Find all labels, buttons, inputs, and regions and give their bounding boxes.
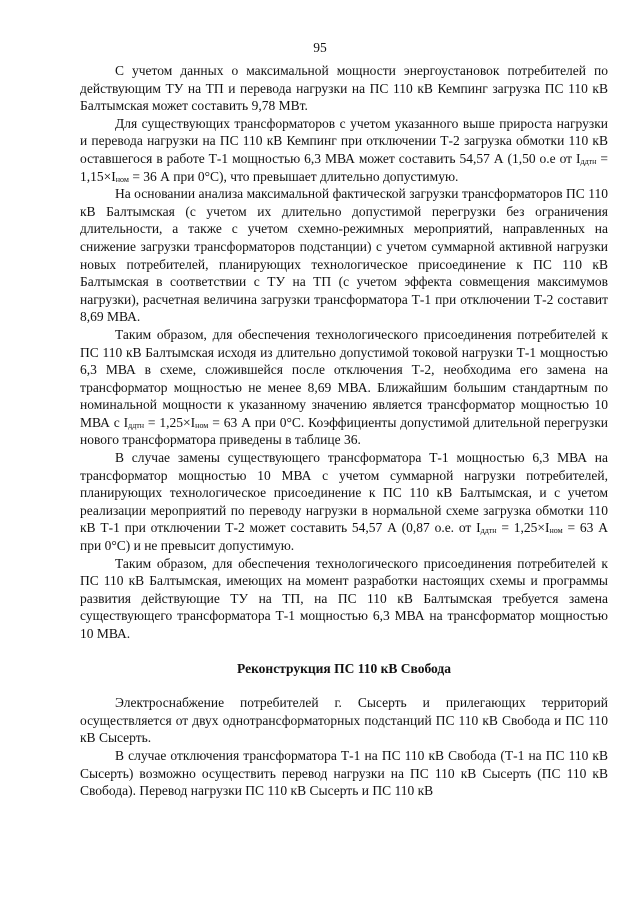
paragraph-text-part: Таким образом, для обеспечения технологического присоединения потребителей к ПС 110 кВ Балтымская исходя из длительно допустимой токовой нагрузки Т-1 мощностью 6,3 МВА в схеме, сложившейся после отключения Т-2, необходима его замена на трансформатор мощностью не менее 8,69 МВА. Ближайшим большим стандартным по номинальной мощности к указанному значению является трансформатор мощностью 10 МВА с I: [80, 326, 608, 430]
paragraph-text-part: Для существующих трансформаторов с учетом указанного выше прироста нагрузки и перевода нагрузки на ПС 110 кВ Кемпинг при отключении Т-2 загрузка обмотки 110 кВ оставшегося в работе Т-1 мощностью 6,3 МВА может составить 54,57 А (1,50 о.е от I: [80, 115, 608, 166]
document-body: [80, 62, 608, 800]
section-title: Реконструкция ПС 110 кВ Свобода: [237, 660, 451, 676]
paragraph-text-part: В случае замены существующего трансформатора Т-1 мощностью 6,3 МВА на трансформатор мощностью 10 МВА с учетом суммарной нагрузки потребителей, планирующих технологическое присоединение к ПС 110 кВ Балтымская, и с учетом реализации мероприятий по переводу нагрузки в нормальной схеме загрузка обмотки 110 кВ Т-1 при отключении Т-2 может составить 54,57 А (0,87 о.е. от I: [80, 450, 608, 536]
paragraph-text-part: = 63 А при 0°С) и не превысит допустимую.: [80, 520, 608, 554]
paragraph-text-part: = 1,15×I: [80, 150, 608, 184]
paragraph-text-part: = 63 А при 0°С. Коэффициенты допустимой длительной перегрузки нового трансформатора приведены в таблице 36.: [80, 414, 608, 448]
paragraph-text-part: = 36 А при 0°С), что превышает длительно допустимую.: [128, 168, 459, 184]
subscript-nom: ном: [549, 526, 563, 536]
paragraph-conclusion: Таким образом, для обеспечения технологического присоединения потребителей к ПС 110 кВ Балтымская, имеющих на момент разработки настоящих схемы и программы развития действующие ТУ на ТП, на ПС 110 кВ Балтымская требуется замена существующего трансформатора Т-1 мощностью 6,3 МВА на трансформатор мощностью 10 МВА.: [80, 555, 608, 641]
paragraph-outage-case: В случае отключения трансформатора Т-1 на ПС 110 кВ Свобода (Т-1 на ПС 110 кВ Сысерть) возможно осуществить перевод нагрузки на ПС 110 кВ Сысерть (ПС 110 кВ Свобода). Перевод нагрузки ПС 110 кВ Сысерть и ПС 110 кВ: [80, 747, 608, 799]
subscript-ddtn: ддтн: [480, 526, 497, 536]
page-number: 95: [313, 40, 327, 55]
paragraph-replacement-case: [80, 449, 608, 555]
paragraph-text-part: = 1,25×I: [144, 414, 196, 430]
paragraph-existing-transformers: [80, 115, 608, 185]
subscript-ddtn: ддтн: [580, 156, 597, 166]
paragraph-power-supply: Электроснабжение потребителей г. Сысерть и прилегающих территорий осуществляется от двух однотрансформаторных подстанций ПС 110 кВ Свобода и ПС 110 кВ Сысерть.: [80, 695, 608, 746]
paragraph-load-analysis: На основании анализа максимальной фактической загрузки трансформаторов ПС 110 кВ Балтымская (с учетом их длительно допустимой перегрузки без ограничения длительности, а также с учетом схемно-режимных мероприятий, направленных на снижение загрузки трансформаторов подстанции) с учетом суммарной активной нагрузки новых потребителей, планирующих технологическое присоединение к ПС 110 кВ Балтымская в соответствии с ТУ на ТП (с учетом эффекта совмещения максимумов нагрузки), расчетная величина загрузки трансформатора Т-1 при отключении Т-2 составит 8,69 МВА.: [80, 186, 608, 325]
paragraph-text-part: = 1,25×I: [496, 520, 550, 536]
paragraph-load-estimate: С учетом данных о максимальной мощности энергоустановок потребителей по действующим ТУ на ТП и перевода нагрузки на ПС 110 кВ Кемпинг загрузка ПС 110 кВ Балтымская может составить 9,78 МВт.: [80, 63, 608, 114]
subscript-nom: ном: [195, 420, 209, 430]
paragraph-replacement-need: [80, 326, 608, 449]
subscript-nom: ном: [115, 174, 129, 184]
subscript-ddtn: ддтн: [128, 420, 145, 430]
